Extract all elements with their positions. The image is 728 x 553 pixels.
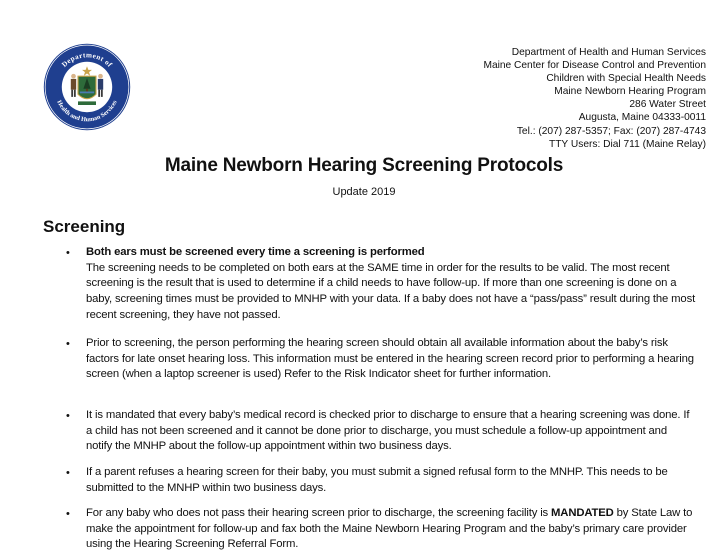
seal-text-bottom: Health and Human Services xyxy=(55,99,119,124)
list-item-text xyxy=(86,336,696,383)
list-item-text xyxy=(86,506,696,553)
list-item-body-end: by State Law to make the appointment for follow-up and fax both the Maine Newborn Hearing Program and the baby’s primary care provider using the Hearing Screening Referral Form. xyxy=(86,507,693,551)
agency-address-block xyxy=(483,46,706,151)
list-item-body: It is mandated that every baby’s medical record is checked prior to discharge to ensure that a hearing screening was done. If a child has not been screened and it cannot be done prior to discharge, you must schedule a follow-up appointment and notify the MNHP about the follow-up appointment within two business days. xyxy=(86,409,690,453)
address-line: Augusta, Maine 04333-0011 xyxy=(578,112,706,124)
list-item-body: If a parent refuses a hearing screen for their baby, you must submit a signed refusal form to the MNHP. This needs to be submitted to the MNHP within two business days. xyxy=(86,466,668,494)
list-item-emphasis: MANDATED xyxy=(551,507,614,519)
address-line: Maine Center for Disease Control and Prevention xyxy=(483,60,706,72)
document-subtitle: Update 2019 xyxy=(332,186,396,198)
list-item-text xyxy=(86,408,696,455)
list-item-lead: Both ears must be screened every time a screening is performed xyxy=(86,246,425,258)
bullet-icon: • xyxy=(66,410,70,422)
bullet-icon: • xyxy=(66,338,70,350)
department-seal-logo xyxy=(42,42,132,132)
address-line: Maine Newborn Hearing Program xyxy=(554,86,706,98)
bullet-icon: • xyxy=(66,247,70,259)
list-item-body-start: For any baby who does not pass their hearing screen prior to discharge, the screening facility is xyxy=(86,507,552,519)
address-line: 286 Water Street xyxy=(629,99,706,111)
list-item-body: Prior to screening, the person performing the hearing screen should obtain all available information about the baby’s risk factors for late onset hearing loss. This information must be entered in the hearing screen record prior to performing a hearing screen (when a laptop screener is used) Refer to the Risk Indicator sheet for further information. xyxy=(86,337,694,381)
list-item-text xyxy=(86,245,696,324)
address-line: Tel.: (207) 287-5357; Fax: (207) 287-4743 xyxy=(516,125,706,137)
bullet-icon: • xyxy=(66,467,70,479)
address-line: Department of Health and Human Services xyxy=(511,47,706,58)
list-item-text xyxy=(86,465,696,496)
section-heading-screening: Screening xyxy=(43,217,126,236)
document-title: Maine Newborn Hearing Screening Protocols xyxy=(164,155,564,176)
seal-text-top: Department of xyxy=(60,51,114,69)
list-item-body: The screening needs to be completed on both ears at the SAME time in order for the results to be valid. The most recent screening is the result that is used to determine if a child needs to have follow-up. If more than one screening is done on a baby, screening times must be provided to MNHP with your data. If a baby does not have a “pass/pass” result during the most recent screening, they have not passed. xyxy=(86,261,696,321)
address-line: TTY Users: Dial 711 (Maine Relay) xyxy=(548,138,706,150)
bullet-icon: • xyxy=(66,508,70,520)
address-line: Children with Special Health Needs xyxy=(546,73,706,85)
